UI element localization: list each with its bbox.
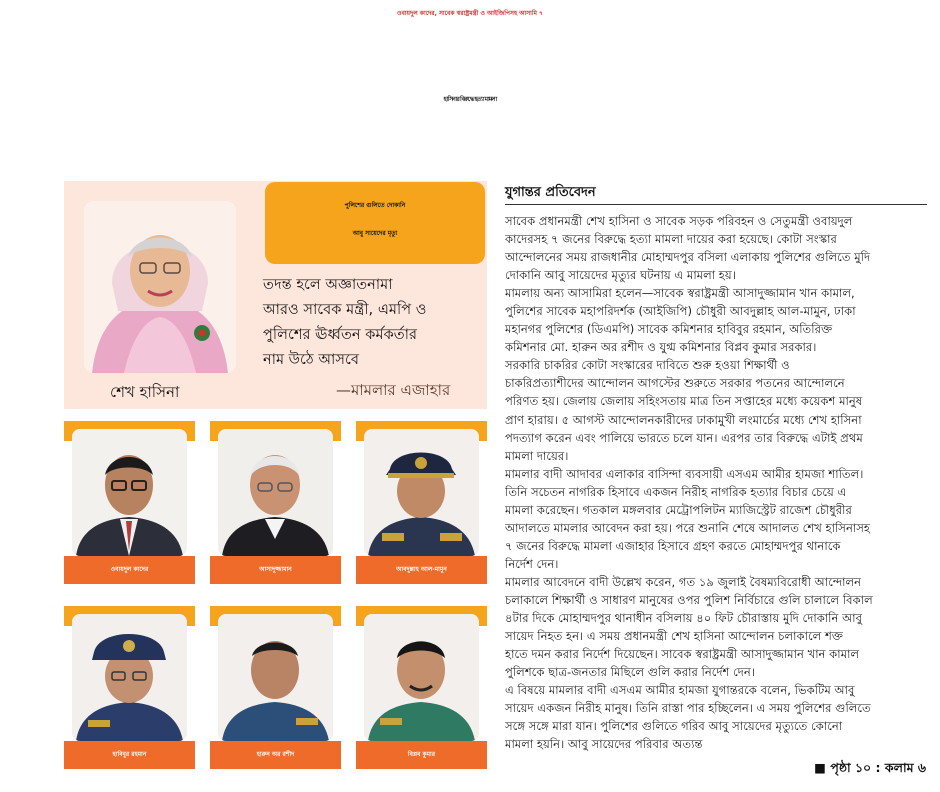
- continued-page-reference: ■ পৃষ্ঠা ১০ : কলাম ৬: [810, 760, 926, 780]
- quote-line: পুলিশের ঊর্ধ্বতন কর্মকর্তার: [263, 326, 417, 343]
- accused-name: বিপ্লব কুমার: [356, 741, 487, 769]
- quote-line: নাম উঠে আসবে: [263, 351, 360, 368]
- accused-card: [356, 606, 487, 769]
- accused-card: [210, 606, 341, 769]
- byline: যুগান্তর প্রতিবেদন: [505, 185, 596, 200]
- article-line: চলাকালে শিক্ষার্থী ও সাধারণ মানুষের ওপর পুলিশ নির্বিচারে গুলি চালালে বিকাল: [505, 592, 873, 607]
- accused-photo: [218, 614, 333, 741]
- article-line: সঙ্গে সঙ্গে মারা যান। পুলিশের গুলিতে গরিব আবু সায়েদের মৃত্যুতে কোনো: [505, 719, 843, 734]
- accused-photo: [72, 614, 187, 741]
- article-line: নির্দেশ দেন।: [505, 556, 559, 571]
- article-line: ৭ জনের বিরুদ্ধে মামলা এজাহার হিসাবে গ্রহণ করতে মোহাম্মদপুর থানাকে: [505, 538, 841, 553]
- accused-card: [210, 421, 341, 584]
- article-line: মামলা হয়নি। আবু সায়েদের পরিবার অত্যন্ত: [505, 737, 703, 752]
- article-line: কাদেরসহ ৭ জনের বিরুদ্ধে হত্যা মামলা দায়ের করা হয়েছে। কোটা সংস্কার: [505, 232, 837, 247]
- article-line: আদালতে মামলার আবেদন করা হয়। পরে শুনানি শেষে আদালত শেখ হাসিনাসহ: [505, 520, 870, 535]
- accused-name: হাবিবুর রহমান: [64, 741, 195, 769]
- article-line: আন্দোলনের সময় রাজধানীর মোহাম্মদপুর বসিলা এলাকায় পুলিশের গুলিতে মুদি: [505, 250, 871, 265]
- article-line: মামলার আবেদনে বাদী উল্লেখ করেন, গত ১৯ জুলাই বৈষম্যবিরোধী আন্দোলন: [505, 574, 862, 589]
- article-line: সরকারি চাকরির কোটা সংস্কারের দাবিতে শুরু হওয়া শিক্ষার্থী ও: [505, 358, 790, 373]
- article-line: চাকরিপ্রত্যাশীদের আন্দোলন আগস্টের শুরুতে সরকার পতনের আন্দোলনে: [505, 376, 845, 391]
- accused-card: [64, 606, 195, 769]
- article-line: পুলিশকে ছাত্র-জনতার মিছিলে গুলি করার নির্দেশ দেন।: [505, 665, 755, 680]
- accused-photo: [218, 429, 333, 556]
- subheading-line-1: পুলিশের গুলিতে দোকানি: [344, 202, 406, 209]
- quote-attribution: —মামলার এজাহার: [336, 381, 451, 399]
- article-line: পদত্যাগ করেন এবং পালিয়ে ভারতে চলে যান। এরপর তার বিরুদ্ধে এটাই প্রথম: [505, 430, 863, 445]
- article-line: মামলার বাদী আদাবর এলাকার বাসিন্দা ব্যবসায়ী এসএম আমীর হামজা শাতিল।: [505, 466, 864, 481]
- article-line: ৪টার দিকে মোহাম্মদপুর থানাধীন বসিলায় ৪০ ফিট চৌরাস্তায় মুদি দোকানি আবু: [505, 611, 863, 626]
- article-line: এ বিষয়ে মামলার বাদী এসএম আমীর হামজা যুগান্তরকে বলেন, ভিকটিম আবু: [505, 683, 855, 698]
- subheading-box: [265, 182, 485, 264]
- article-line: মহানগর পুলিশের (ডিএমপি) সাবেক কমিশনার হাবিবুর রহমান, অতিরিক্ত: [505, 322, 833, 337]
- article-line: দোকানি আবু সায়েদের মৃত্যুর ঘটনায় এ মামলা হয়।: [505, 268, 736, 283]
- article-line: হাতে দমন করার নির্দেশ দিয়েছেন। সাবেক স্বরাষ্ট্রমন্ত্রী আসাদুজ্জামান খান কামাল: [505, 647, 860, 662]
- article-line: সাবেক প্রধানমন্ত্রী শেখ হাসিনা ও সাবেক সড়ক পরিবহন ও সেতুমন্ত্রী ওবায়দুল: [505, 214, 853, 228]
- article-line: প্রাণ হারায়। ৫ আগস্ট আন্দোলনকারীদের ঢাকামুখী লংমার্চের মধ্যে শেখ হাসিনা: [505, 412, 862, 427]
- article-line: মামলা দায়ের।: [505, 448, 569, 463]
- article-line: মামলায় অন্য আসামিরা হলেন—সাবেক স্বরাষ্ট্রমন্ত্রী আসাদুজ্জামান খান কামাল,: [505, 286, 855, 301]
- article-line: সায়েদ নিহত হন। এ সময় প্রধানমন্ত্রী শেখ হাসিনা আন্দোলন চলাকালে শক্ত: [505, 629, 844, 644]
- byline-divider: [505, 204, 927, 205]
- accused-photo: [364, 614, 479, 741]
- article-line: কমিশনার মো. হারুন অর রশীদ ও যুগ্ম কমিশনার বিপ্লব কুমার সরকার।: [505, 340, 817, 355]
- quote-line: আরও সাবেক মন্ত্রী, এমপি ও: [263, 301, 427, 318]
- kicker-headline: ওবায়দুল কাদের, সাবেক স্বরাষ্ট্রমন্ত্রী ও আইজিপিসহ আসামি ৭: [397, 10, 543, 17]
- subheading-line-2: আবু সায়েদের মৃত্যু: [352, 230, 398, 237]
- article-line: মামলা করেছেন। গতকাল মঙ্গলবার মেট্রোপলিটন ম্যাজিস্ট্রেট রাজেশ চৌধুরীর: [505, 502, 852, 517]
- article-line: সায়েদ একজন নিরীহ মানুষ। তিনি রাস্তা পার হচ্ছিলেন। এ সময় পুলিশের গুলিতে: [505, 701, 871, 716]
- article-line: পুলিশের সাবেক মহাপরিদর্শক (আইজিপি) চৌধুরী আবদুল্লাহ আল-মামুন, ঢাকা: [505, 304, 856, 319]
- quote-line: তদন্ত হলে অজ্ঞাতনামা: [263, 276, 393, 293]
- article-line: পরিণত হয়। জেলায় জেলায় সহিংসতায় মাত্র তিন সপ্তাহের মধ্যে কয়েকশ মানুষ: [505, 394, 863, 409]
- accused-name: ওবায়দুল কাদের: [64, 556, 195, 584]
- main-photo-caption: শেখ হাসিনা: [110, 383, 180, 401]
- accused-name: হারুন অর রশীদ: [210, 741, 341, 769]
- accused-photo: [72, 429, 187, 556]
- main-headline: হাসিনার বিরুদ্ধে হত্যা মামলা: [443, 96, 497, 103]
- accused-card: [356, 421, 487, 584]
- article-body: [505, 212, 927, 753]
- pull-quote: [263, 272, 485, 372]
- sheikh-hasina-photo: [84, 201, 236, 373]
- accused-name: আসাদুজ্জামান: [210, 556, 341, 584]
- accused-card: [64, 421, 195, 584]
- article-line: তিনি সচেতন নাগরিক হিসাবে একজন নিরীহ নাগরিক হত্যার বিচার চেয়ে এ: [505, 484, 847, 499]
- accused-photo: [364, 429, 479, 556]
- accused-name: আবদুল্লাহ আল-মামুন: [356, 556, 487, 584]
